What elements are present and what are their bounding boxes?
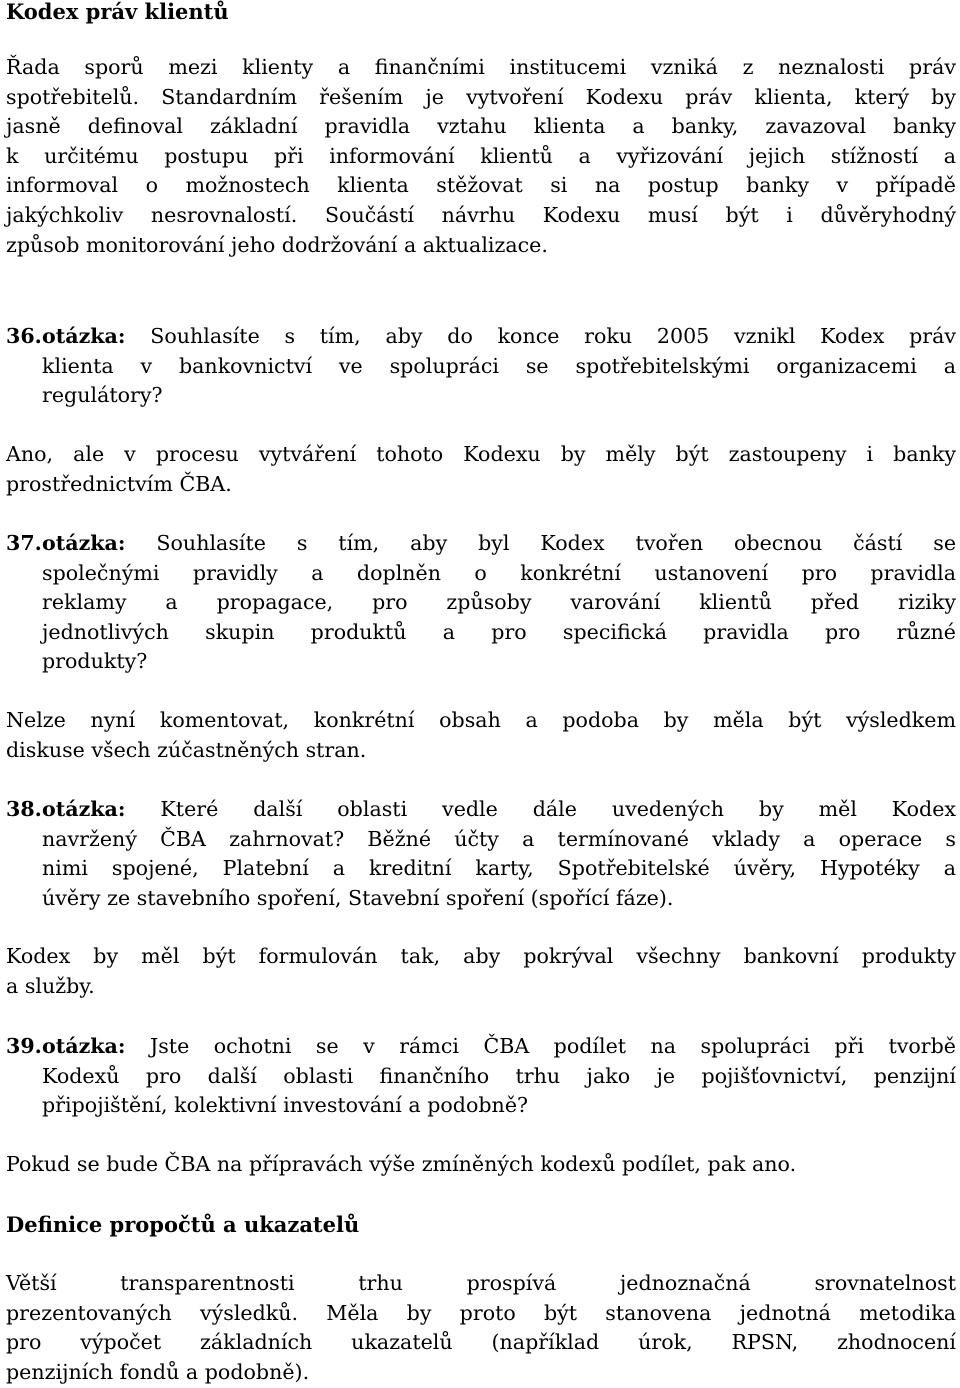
text-line: spotřebitelů. Standardním řešením je vytvoření Kodexu práv klienta, který by <box>6 84 956 109</box>
answer-37 <box>6 706 956 765</box>
question-line: připojištění, kolektivní investování a podobně? <box>42 1093 529 1118</box>
answer-39 <box>6 1150 956 1180</box>
text-line: jakýchkoliv nesrovnalostí. Součástí návrhu Kodexu musí být i důvěryhodný <box>6 202 956 227</box>
question-38 <box>6 795 956 913</box>
question-text: Které další oblasti vedle dále uvedených by měl Kodex <box>160 797 957 821</box>
text-line: k určitému postupu při informování klientů a vyřizování jejich stížností a <box>6 143 956 168</box>
question-number: 39. <box>6 1034 42 1058</box>
intro-paragraph <box>6 53 956 260</box>
question-text: Souhlasíte s tím, aby byl Kodex tvořen obecnou částí se <box>156 531 957 555</box>
question-line: jednotlivých skupin produktů a pro specifická pravidla pro různé <box>42 619 956 644</box>
answer-line: diskuse všech zúčastněných stran. <box>6 737 367 762</box>
question-36 <box>6 322 956 411</box>
question-label: otázka: <box>42 1034 126 1058</box>
answer-line: Kodex by měl být formulován tak, aby pokrýval všechny bankovní produkty <box>6 944 956 968</box>
question-text: Jste ochotni se v rámci ČBA podílet na spolupráci při tvorbě <box>149 1034 956 1058</box>
question-label: otázka: <box>42 797 126 821</box>
answer-36 <box>6 440 956 499</box>
question-text: Souhlasíte s tím, aby do konce roku 2005 vznikl Kodex práv <box>150 324 957 348</box>
answer-line: Ano, ale v procesu vytváření tohoto Kodexu by měly být zastoupeny i banky <box>6 442 956 466</box>
answer-line: prostřednictvím ČBA. <box>6 471 232 496</box>
section-heading-definice: Definice propočtů a ukazatelů <box>6 1212 360 1237</box>
text-line: penzijních fondů a podobně). <box>6 1359 310 1384</box>
question-number: 37. <box>6 531 42 555</box>
answer-line: Pokud se bude ČBA na přípravách výše zmíněných kodexů podílet, pak ano. <box>6 1152 797 1176</box>
text-line: informoval o možnostech klienta stěžovat si na postup banky v případě <box>6 173 956 198</box>
definice-paragraph <box>6 1269 956 1387</box>
answer-line: a služby. <box>6 973 95 998</box>
text-line: způsob monitorování jeho dodržování a aktualizace. <box>6 232 548 257</box>
question-line: nimi spojené, Platební a kreditní karty, Spotřebitelské úvěry, Hypotéky a <box>42 856 956 881</box>
question-line: společnými pravidly a doplněn o konkrétní ustanovení pro pravidla <box>42 560 956 585</box>
answer-38 <box>6 942 956 1001</box>
question-number: 36. <box>6 324 42 348</box>
question-line: úvěry ze stavebního spoření, Stavební spoření (spořící fáze). <box>42 885 674 910</box>
question-line: reklamy a propagace, pro způsoby varování klientů před riziky <box>42 590 956 615</box>
question-line <box>6 322 956 352</box>
text-line: jasně definoval základní pravidla vztahu klienta a banky, zavazoval banky <box>6 114 956 139</box>
question-number: 38. <box>6 797 42 821</box>
question-line <box>6 1032 956 1062</box>
question-37 <box>6 529 956 677</box>
question-line: produkty? <box>42 649 148 674</box>
text-line: prezentovaných výsledků. Měla by proto být stanovena jednotná metodika <box>6 1300 956 1325</box>
question-39 <box>6 1032 956 1121</box>
question-line: Kodexů pro další oblasti finančního trhu jako je pojišťovnictví, penzijní <box>42 1063 956 1088</box>
question-line: regulátory? <box>42 383 163 408</box>
answer-line: Nelze nyní komentovat, konkrétní obsah a podoba by měla být výsledkem <box>6 708 956 732</box>
text-line: pro výpočet základních ukazatelů (například úrok, RPSN, zhodnocení <box>6 1330 956 1355</box>
question-label: otázka: <box>42 324 126 348</box>
question-label: otázka: <box>42 531 126 555</box>
question-line <box>6 529 956 559</box>
section-heading-kodex: Kodex práv klientů <box>6 0 229 24</box>
question-line <box>6 795 956 825</box>
text-line: Řada sporů mezi klienty a finančními institucemi vzniká z neznalosti práv <box>6 55 956 79</box>
question-line: navržený ČBA zahrnovat? Běžné účty a termínované vklady a operace s <box>42 826 956 851</box>
question-line: klienta v bankovnictví ve spolupráci se spotřebitelskými organizacemi a <box>42 353 956 378</box>
text-line: Větší transparentnosti trhu prospívá jednoznačná srovnatelnost <box>6 1271 956 1295</box>
